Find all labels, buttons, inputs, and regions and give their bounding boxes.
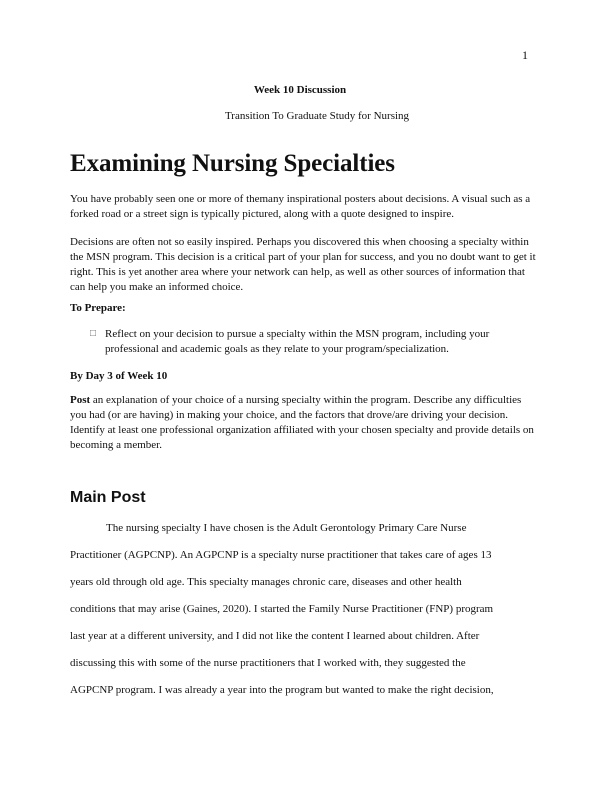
intro-paragraph: You have probably seen one or more of themany inspirational posters about decisions. A visual such as a forked road or a street sign is typically pictured, along with a quote designed to inspire. [70, 193, 531, 220]
post-line: The nursing specialty I have chosen is the Adult Gerontology Primary Care Nurse [106, 522, 467, 534]
post-line: Practitioner (AGPCNP). An AGPCNP is a specialty nurse practitioner that takes care of ages 13 [70, 549, 492, 561]
post-line: AGPCNP program. I was already a year into the program but wanted to make the right decision, [70, 684, 494, 696]
page-number: 1 [522, 48, 528, 62]
post-label: Post [70, 394, 91, 406]
to-prepare-bullet: Reflect on your decision to pursue a specialty within the MSN program, including your professional and academic goals as they relate to your program/specialization. [105, 328, 490, 355]
post-line: last year at a different university, and I did not like the content I learned about children. After [70, 630, 480, 642]
course-title: Transition To Graduate Study for Nursing [224, 110, 410, 122]
post-instructions [70, 393, 540, 453]
decisions-paragraph: Decisions are often not so easily inspired. Perhaps you discovered this when choosing a specialty within the MSN program. This decision is a critical part of your plan for success, and you no doubt want to get it right. This is yet another area where your network can help, as well as other sources of information that can help you make an informed choice. [70, 236, 536, 293]
post-line: conditions that may arise (Gaines, 2020). I started the Family Nurse Practitioner (FNP) program [70, 603, 494, 615]
day3-heading: By Day 3 of Week 10 [70, 370, 168, 382]
main-post-body [70, 515, 538, 704]
post-line: discussing this with some of the nurse practitioners that I worked with, they suggested the [70, 657, 466, 669]
post-instructions-text: an explanation of your choice of a nursing specialty within the program. Describe any difficulties you had (or are having) in making your choice, and the factors that drove/are driving your decision. Identify at least one professional organization affiliated with your chosen specialty and provide details on becoming a member. [70, 394, 534, 451]
main-post-heading: Main Post [70, 489, 146, 506]
to-prepare-heading: To Prepare: [70, 302, 126, 314]
week-title: Week 10 Discussion [253, 84, 347, 96]
bullet-icon: □ [90, 328, 97, 339]
page-title: Examining Nursing Specialties [70, 150, 395, 177]
post-line: years old through old age. This specialty manages chronic care, diseases and other health [70, 576, 462, 588]
